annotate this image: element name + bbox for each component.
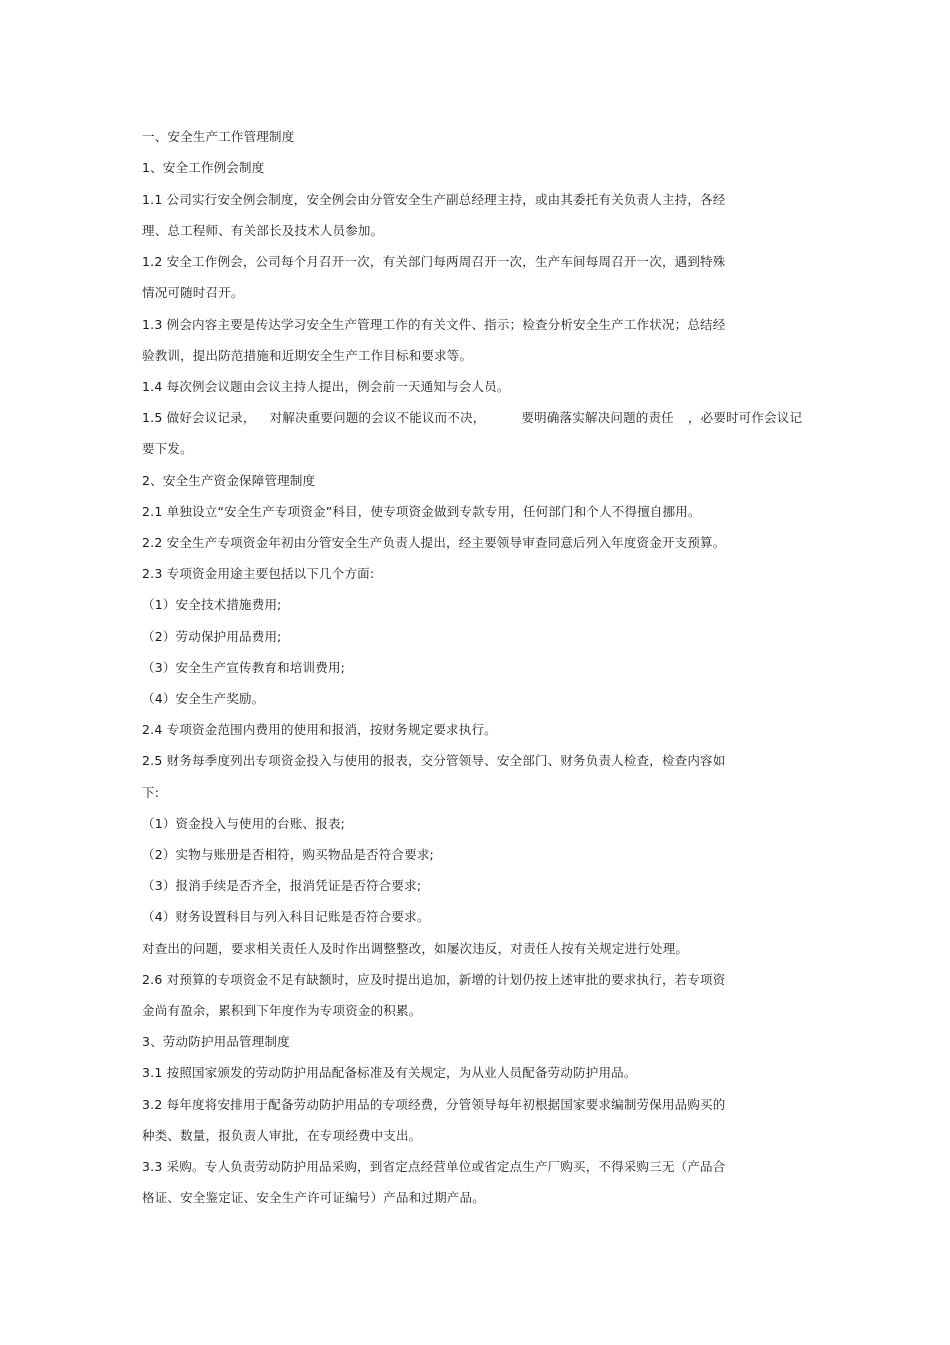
paragraph-line: 对查出的问题，要求相关责任人及时作出调整整改，如屡次违反，对责任人按有关规定进行处理。: [142, 941, 689, 956]
list-item: （2）劳动保护用品费用;: [142, 629, 282, 644]
paragraph-line: 2.4 专项资金范围内费用的使用和报消，按财务规定要求执行。: [142, 722, 497, 737]
section-heading: 一、安全生产工作管理制度: [142, 129, 295, 144]
paragraph-line: 1.2 安全工作例会，公司每个月召开一次，有关部门每两周召开一次，生产车间每周召开一次，遇到特殊: [142, 254, 726, 269]
list-item: （4）安全生产奖励。: [142, 691, 265, 706]
paragraph-line: 下:: [142, 785, 160, 800]
paragraph-line: 1.4 每次例会议题由会议主持人提出，例会前一天通知与会人员。: [142, 379, 510, 394]
paragraph-line: 情况可随时召开。: [142, 285, 244, 300]
list-item: （1）资金投入与使用的台账、报表;: [142, 816, 346, 831]
paragraph-line: 1.3 例会内容主要是传达学习安全生产管理工作的有关文件、指示；检查分析安全生产工作状况；总结经: [142, 317, 726, 332]
paragraph-line: 3.1 按照国家颁发的劳动防护用品配备标准及有关规定，为从业人员配备劳动防护用品。: [142, 1065, 637, 1080]
paragraph-line-spaced: [142, 410, 802, 426]
list-item: （4）财务设置科目与列入科目记账是否符合要求。: [142, 909, 430, 924]
paragraph-line: 3.2 每年度将安排用于配备劳动防护用品的专项经费，分管领导每年初根据国家要求编制劳保用品购买的: [142, 1097, 726, 1112]
list-item: （3）报消手续是否齐全，报消凭证是否符合要求;: [142, 878, 422, 893]
paragraph-line: 2.5 财务每季度列出专项资金投入与使用的报表，交分管领导、安全部门、财务负责人检查，检查内容如: [142, 753, 726, 768]
paragraph-line: 2.6 对预算的专项资金不足有缺额时，应及时提出追加，新增的计划仍按上述审批的要求执行，若专项资: [142, 972, 726, 987]
paragraph-line: 理、总工程师、有关部长及技术人员参加。: [142, 223, 384, 238]
paragraph-line: 2.2 安全生产专项资金年初由分管安全生产负责人提出，经主要领导审查同意后列入年度资金开支预算。: [142, 535, 726, 550]
text-segment: 1.5 做好会议记录，: [142, 410, 256, 425]
paragraph-line: 2.3 专项资金用途主要包括以下几个方面:: [142, 566, 375, 581]
paragraph-line: 1.1 公司实行安全例会制度，安全例会由分管安全生产副总经理主持，或由其委托有关负责人主持，各经: [142, 192, 726, 207]
paragraph-line: 金尚有盈余，累积到下年度作为专项资金的积累。: [142, 1003, 422, 1018]
paragraph-line: 要下发。: [142, 441, 193, 456]
paragraph-line: 2.1 单独设立“安全生产专项资金”科目，使专项资金做到专款专用，任何部门和个人不得擅自挪用。: [142, 504, 701, 519]
subsection-heading: 3、劳动防护用品管理制度: [142, 1034, 290, 1049]
text-segment: 要明确落实解决问题的责任: [521, 410, 674, 425]
paragraph-line: 3.3 采购。专人负责劳动防护用品采购，到省定点经营单位或省定点生产厂购买，不得采购三无（产品合: [142, 1159, 726, 1174]
list-item: （1）安全技术措施费用;: [142, 597, 282, 612]
text-segment: 对解决重要问题的会议不能议而不决，: [269, 410, 486, 425]
list-item: （3）安全生产宣传教育和培训费用;: [142, 660, 346, 675]
paragraph-line: 种类、数量，报负责人审批，在专项经费中支出。: [142, 1128, 422, 1143]
text-segment: ，必要时可作会议记: [687, 410, 803, 425]
subsection-heading: 1、安全工作例会制度: [142, 160, 265, 175]
paragraph-line: 验教训，提出防范措施和近期安全生产工作目标和要求等。: [142, 348, 473, 363]
list-item: （2）实物与账册是否相符，购买物品是否符合要求;: [142, 847, 434, 862]
subsection-heading: 2、安全生产资金保障管理制度: [142, 473, 316, 488]
paragraph-line: 格证、安全鉴定证、安全生产许可证编号）产品和过期产品。: [142, 1190, 485, 1205]
